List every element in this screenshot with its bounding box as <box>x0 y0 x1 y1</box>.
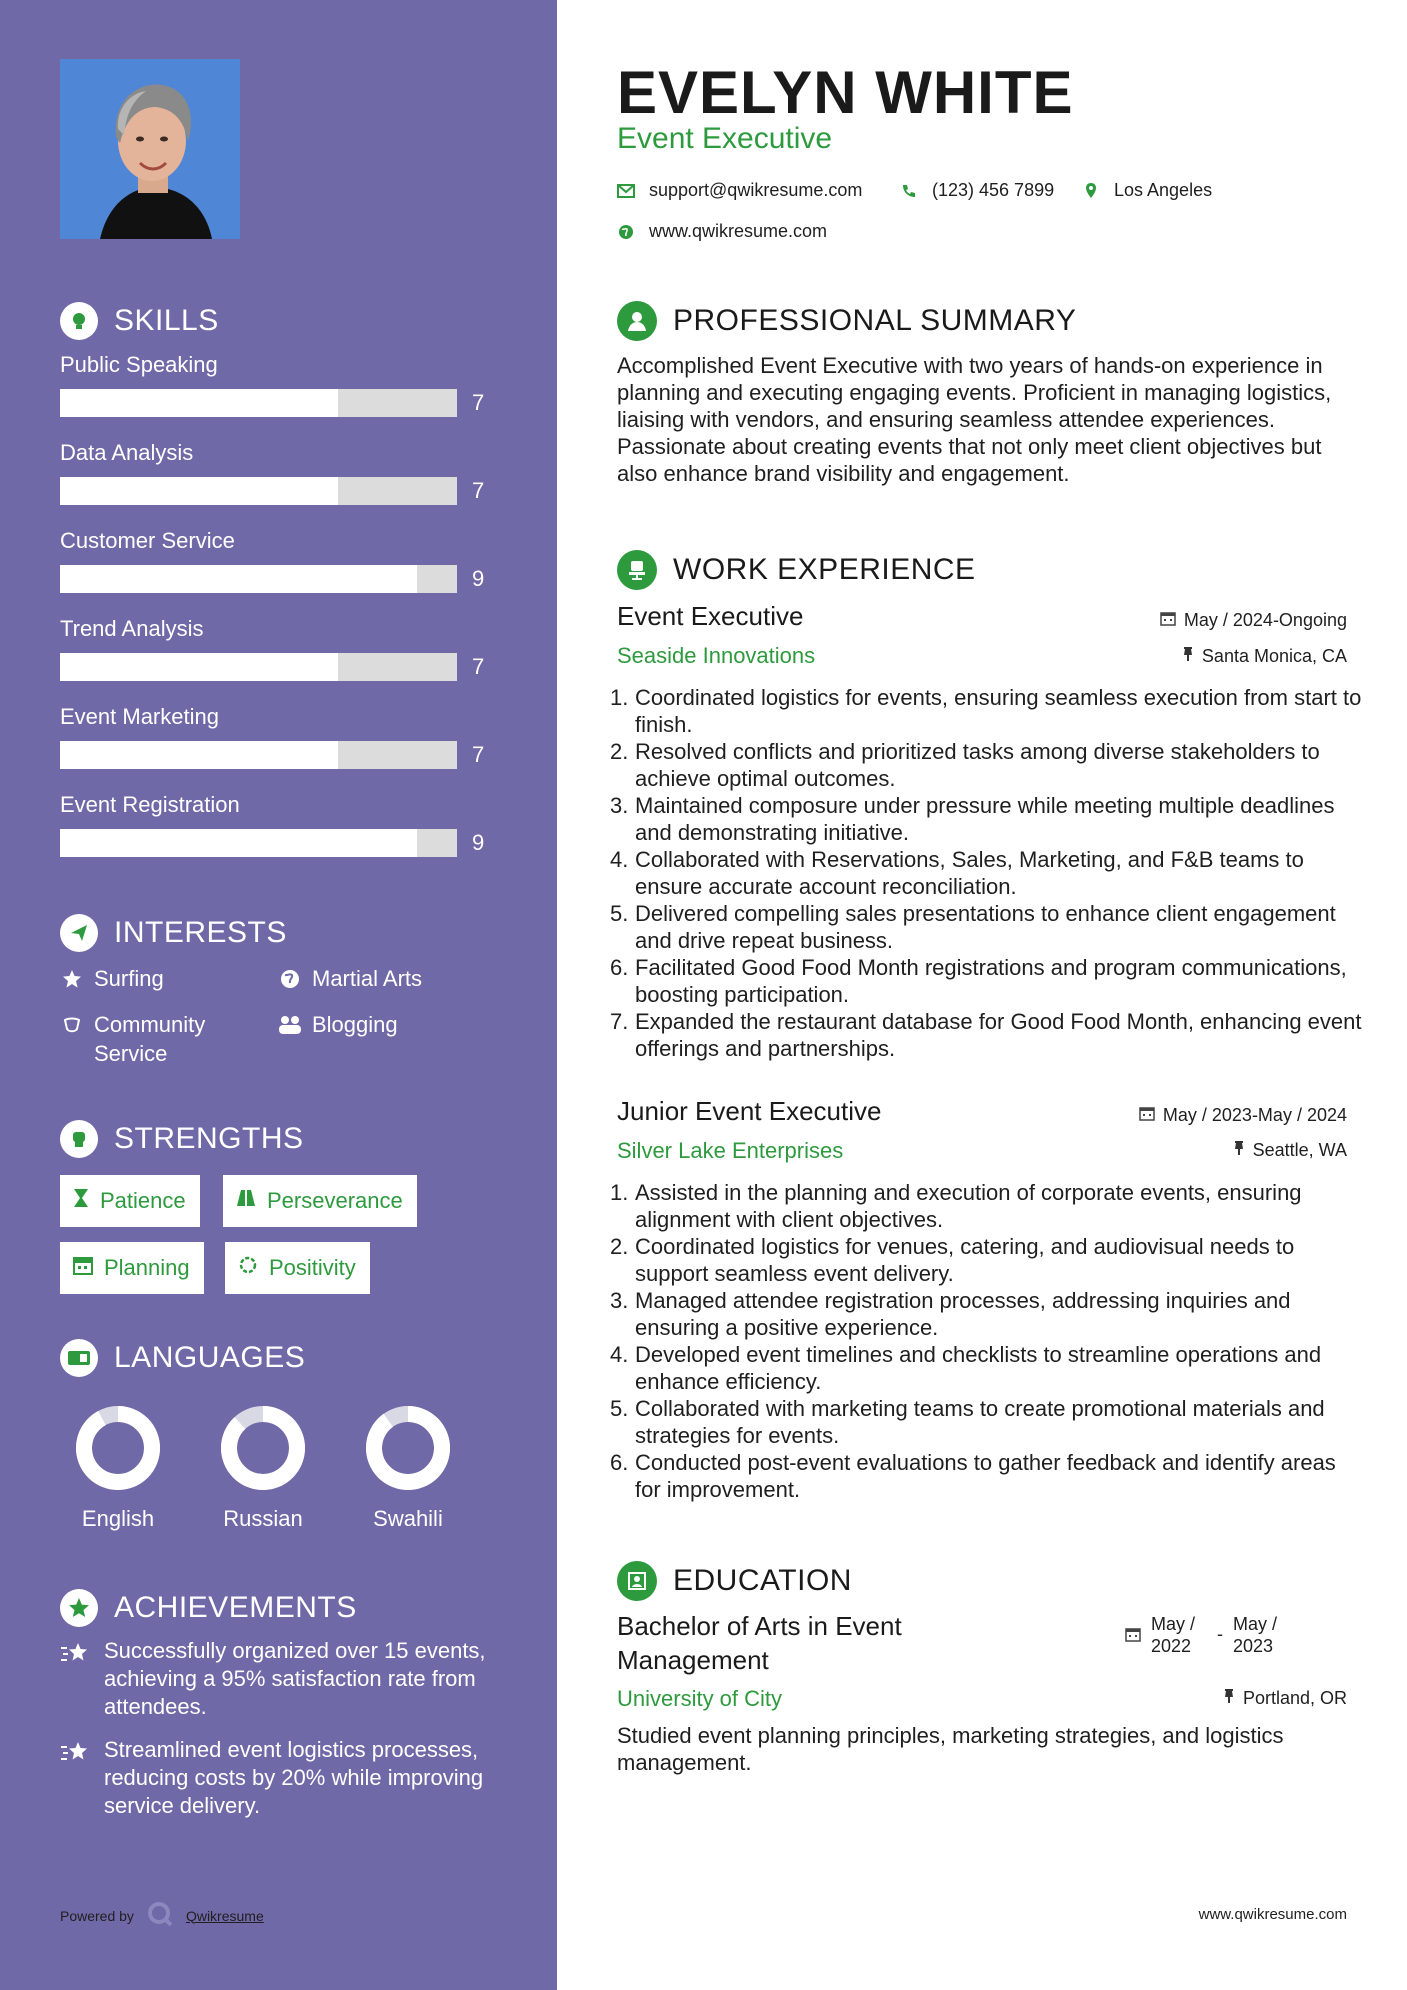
language-name: Swahili <box>373 1506 443 1531</box>
star-badge-icon <box>60 1589 98 1627</box>
bullet-number: 6. <box>610 955 629 980</box>
pushpin-icon <box>1233 1140 1245 1161</box>
powered-by: Powered by Qwikresume <box>60 1900 264 1931</box>
map-pin-icon <box>1082 182 1100 200</box>
job-bullet <box>610 846 1362 900</box>
hourglass-icon <box>72 1187 90 1215</box>
job-date: May / 2023-May / 2024 <box>1139 1105 1347 1126</box>
bullet-number: 7. <box>610 1009 629 1034</box>
sun-outline-icon <box>237 1254 259 1282</box>
bullet-text: Developed event timelines and checklists to streamline operations and enhance efficiency. <box>635 1342 1322 1394</box>
skill-bar <box>60 829 457 857</box>
language-ring <box>348 1403 468 1493</box>
shooting-star-icon <box>60 1736 94 1820</box>
skill-name: Trend Analysis <box>60 616 204 641</box>
bullet-text: Collaborated with Reservations, Sales, Marketing, and F&B teams to ensure accurate account reconciliation. <box>635 847 1304 899</box>
skill-bar <box>60 741 457 769</box>
skill-name: Event Marketing <box>60 704 219 729</box>
skill-bar-fill <box>60 653 338 681</box>
job-bullets <box>610 684 1362 1062</box>
briefcase-chair-icon <box>617 550 657 590</box>
skill-name: Data Analysis <box>60 440 194 465</box>
bullet-number: 5. <box>610 901 629 926</box>
interest-item: Community Service <box>60 1010 250 1068</box>
bullet-number: 4. <box>610 847 629 872</box>
job-bullets <box>610 1179 1362 1503</box>
job-role: Junior Event Executive <box>617 1096 882 1126</box>
education-dates: May / 2022 - May / 2023 <box>1125 1613 1285 1657</box>
job-bullet <box>610 684 1362 738</box>
globe-icon <box>617 223 635 241</box>
summary-heading: PROFESSIONAL SUMMARY <box>617 301 1076 341</box>
bullet-number: 1. <box>610 1180 629 1205</box>
job-bullet <box>610 1008 1362 1062</box>
bullet-number: 5. <box>610 1396 629 1421</box>
skill-item <box>60 616 500 679</box>
language-ring-fill <box>374 1414 442 1482</box>
skill-item <box>60 704 500 767</box>
skill-bar-fill <box>60 389 338 417</box>
interest-item: Surfing <box>60 964 164 993</box>
languages-heading <box>60 1339 305 1377</box>
language-ring <box>203 1403 323 1493</box>
summary-text: Accomplished Event Executive with two years of hands-on experience in planning and executing engaging events. Proficient in managing logistics, liaising with vendors, and ensuring seamless attendee experiences. Passionate about creating events that not only meet client objectives but also enhance brand visibility and engagement. <box>617 353 1332 486</box>
sidebar <box>0 0 557 1990</box>
candidate-title: Event Executive <box>617 122 833 155</box>
language-name: Russian <box>223 1506 303 1531</box>
qwikresume-logo-icon <box>146 1900 174 1931</box>
bullet-number: 3. <box>610 1288 629 1313</box>
job-role: Event Executive <box>617 601 804 631</box>
paper-plane-icon <box>60 914 98 952</box>
skill-item <box>60 440 500 503</box>
contact-email: support@qwikresume.com <box>617 180 862 201</box>
lightbulb-icon <box>60 302 98 340</box>
skills-title: SKILLS <box>114 304 219 337</box>
envelope-icon <box>617 182 635 200</box>
user-icon <box>617 301 657 341</box>
calendar-icon <box>1125 1613 1141 1657</box>
language-ring-fill <box>84 1414 152 1482</box>
experience-heading: WORK EXPERIENCE <box>617 550 976 590</box>
interest-item: Blogging <box>278 1010 398 1039</box>
bullet-text: Maintained composure under pressure while meeting multiple deadlines and demonstrating initiative. <box>635 793 1335 845</box>
strength-badge: Positivity <box>225 1242 370 1294</box>
bullet-text: Facilitated Good Food Month registrations and program communications, boosting participation. <box>635 955 1347 1007</box>
calendar-icon <box>1139 1105 1155 1126</box>
bullet-text: Assisted in the planning and execution of corporate events, ensuring alignment with client objectives. <box>635 1180 1302 1232</box>
job-bullet <box>610 1449 1362 1503</box>
skill-bar <box>60 477 457 505</box>
interests-title: INTERESTS <box>114 916 287 949</box>
achievement-item: Streamlined event logistics processes, reducing costs by 20% while improving service delivery. <box>60 1736 500 1820</box>
interests-heading <box>60 914 287 952</box>
footer-url: www.qwikresume.com <box>1198 1906 1347 1923</box>
school-name: University of City <box>617 1686 783 1711</box>
job-bullet <box>610 1179 1362 1233</box>
job-bullet <box>610 792 1362 846</box>
skill-bar-fill <box>60 829 417 857</box>
phone-icon <box>900 182 918 200</box>
strength-badge: Planning <box>60 1242 204 1294</box>
job-company: Seaside Innovations <box>617 643 816 668</box>
job-company: Silver Lake Enterprises <box>617 1138 844 1163</box>
skill-name: Public Speaking <box>60 352 218 377</box>
job-bullet <box>610 1233 1362 1287</box>
bullet-number: 4. <box>610 1342 629 1367</box>
bullet-text: Managed attendee registration processes, addressing inquiries and ensuring a positive experience. <box>635 1288 1291 1340</box>
candidate-name: EVELYN WHITE <box>617 59 1074 126</box>
bullet-text: Coordinated logistics for venues, catering, and audiovisual needs to support seamless event delivery. <box>635 1234 1295 1286</box>
skill-level: 9 <box>472 566 485 591</box>
job-bullet <box>610 1395 1362 1449</box>
education-location: Portland, OR <box>1223 1688 1347 1709</box>
achievements-title: ACHIEVEMENTS <box>114 1591 357 1624</box>
contact-location: Los Angeles <box>1082 180 1212 201</box>
language-name: English <box>81 1506 155 1531</box>
star-icon <box>60 964 84 993</box>
skill-bar-fill <box>60 741 338 769</box>
skill-level: 9 <box>472 830 485 855</box>
skill-name: Event Registration <box>60 792 240 817</box>
language-item <box>203 1403 323 1532</box>
qwikresume-link[interactable]: Qwikresume <box>185 1907 264 1924</box>
strength-badge: Perseverance <box>223 1175 417 1227</box>
shooting-star-icon <box>60 1637 94 1721</box>
language-icon <box>60 1339 98 1377</box>
skill-level: 7 <box>472 742 485 767</box>
bullet-number: 3. <box>610 793 629 818</box>
skill-item <box>60 528 500 591</box>
language-ring-fill <box>229 1414 297 1482</box>
contact-website: www.qwikresume.com <box>617 221 827 242</box>
bullet-text: Conducted post-event evaluations to gather feedback and identify areas for improvement. <box>635 1450 1336 1502</box>
users-icon <box>278 1010 302 1039</box>
job-date: May / 2024-Ongoing <box>1160 610 1347 631</box>
strengths-title: STRENGTHS <box>114 1122 304 1155</box>
education-heading: EDUCATION <box>617 1561 852 1601</box>
skill-bar-fill <box>60 477 338 505</box>
bullet-number: 6. <box>610 1450 629 1475</box>
skill-item <box>60 352 500 415</box>
bullet-text: Delivered compelling sales presentations to enhance client engagement and drive repeat business. <box>635 901 1336 953</box>
job-bullet <box>610 738 1362 792</box>
education-text: Studied event planning principles, marketing strategies, and logistics management. <box>617 1723 1284 1775</box>
job-location: Santa Monica, CA <box>1182 646 1347 667</box>
job-location: Seattle, WA <box>1233 1140 1347 1161</box>
bullet-number: 1. <box>610 685 629 710</box>
bullet-text: Coordinated logistics for events, ensuring seamless execution from start to finish. <box>635 685 1362 737</box>
bullet-text: Expanded the restaurant database for Good Food Month, enhancing event offerings and partnerships. <box>635 1009 1362 1061</box>
calendar-icon <box>1160 610 1176 631</box>
languages-title: LANGUAGES <box>114 1341 306 1374</box>
achievements-heading <box>60 1589 357 1627</box>
skill-name: Customer Service <box>60 528 235 553</box>
skill-bar-fill <box>60 565 417 593</box>
pushpin-icon <box>1223 1688 1235 1709</box>
bullet-text: Resolved conflicts and prioritized tasks among diverse stakeholders to achieve optimal outcomes. <box>635 739 1320 791</box>
interest-item: Martial Arts <box>278 964 422 993</box>
degree-title: Bachelor of Arts in Event Management <box>617 1611 902 1675</box>
skill-bar <box>60 653 457 681</box>
job-bullet <box>610 954 1362 1008</box>
globe-icon <box>278 964 302 993</box>
calendar-icon <box>72 1254 94 1282</box>
skill-item <box>60 792 500 855</box>
contact-phone: (123) 456 7899 <box>900 180 1054 201</box>
fist-icon <box>60 1120 98 1158</box>
skill-bar <box>60 565 457 593</box>
job-bullet <box>610 900 1362 954</box>
strength-badge: Patience <box>60 1175 200 1227</box>
bullet-number: 2. <box>610 1234 629 1259</box>
language-item <box>58 1403 178 1532</box>
skill-level: 7 <box>472 390 485 415</box>
job-bullet <box>610 1341 1362 1395</box>
bullet-number: 2. <box>610 739 629 764</box>
skill-level: 7 <box>472 478 485 503</box>
strengths-heading <box>60 1120 304 1158</box>
skill-level: 7 <box>472 654 485 679</box>
bullet-text: Collaborated with marketing teams to create promotional materials and strategies for events. <box>635 1396 1325 1448</box>
language-ring <box>58 1403 178 1493</box>
achievement-item: Successfully organized over 15 events, achieving a 95% satisfaction rate from attendees. <box>60 1637 500 1721</box>
skills-heading <box>60 302 219 340</box>
pushpin-icon <box>1182 646 1194 667</box>
road-icon <box>235 1188 257 1214</box>
shield-outline-icon <box>60 1010 84 1039</box>
graduate-icon <box>617 1561 657 1601</box>
profile-photo <box>60 59 240 239</box>
language-item <box>348 1403 468 1532</box>
job-bullet <box>610 1287 1362 1341</box>
skill-bar <box>60 389 457 417</box>
